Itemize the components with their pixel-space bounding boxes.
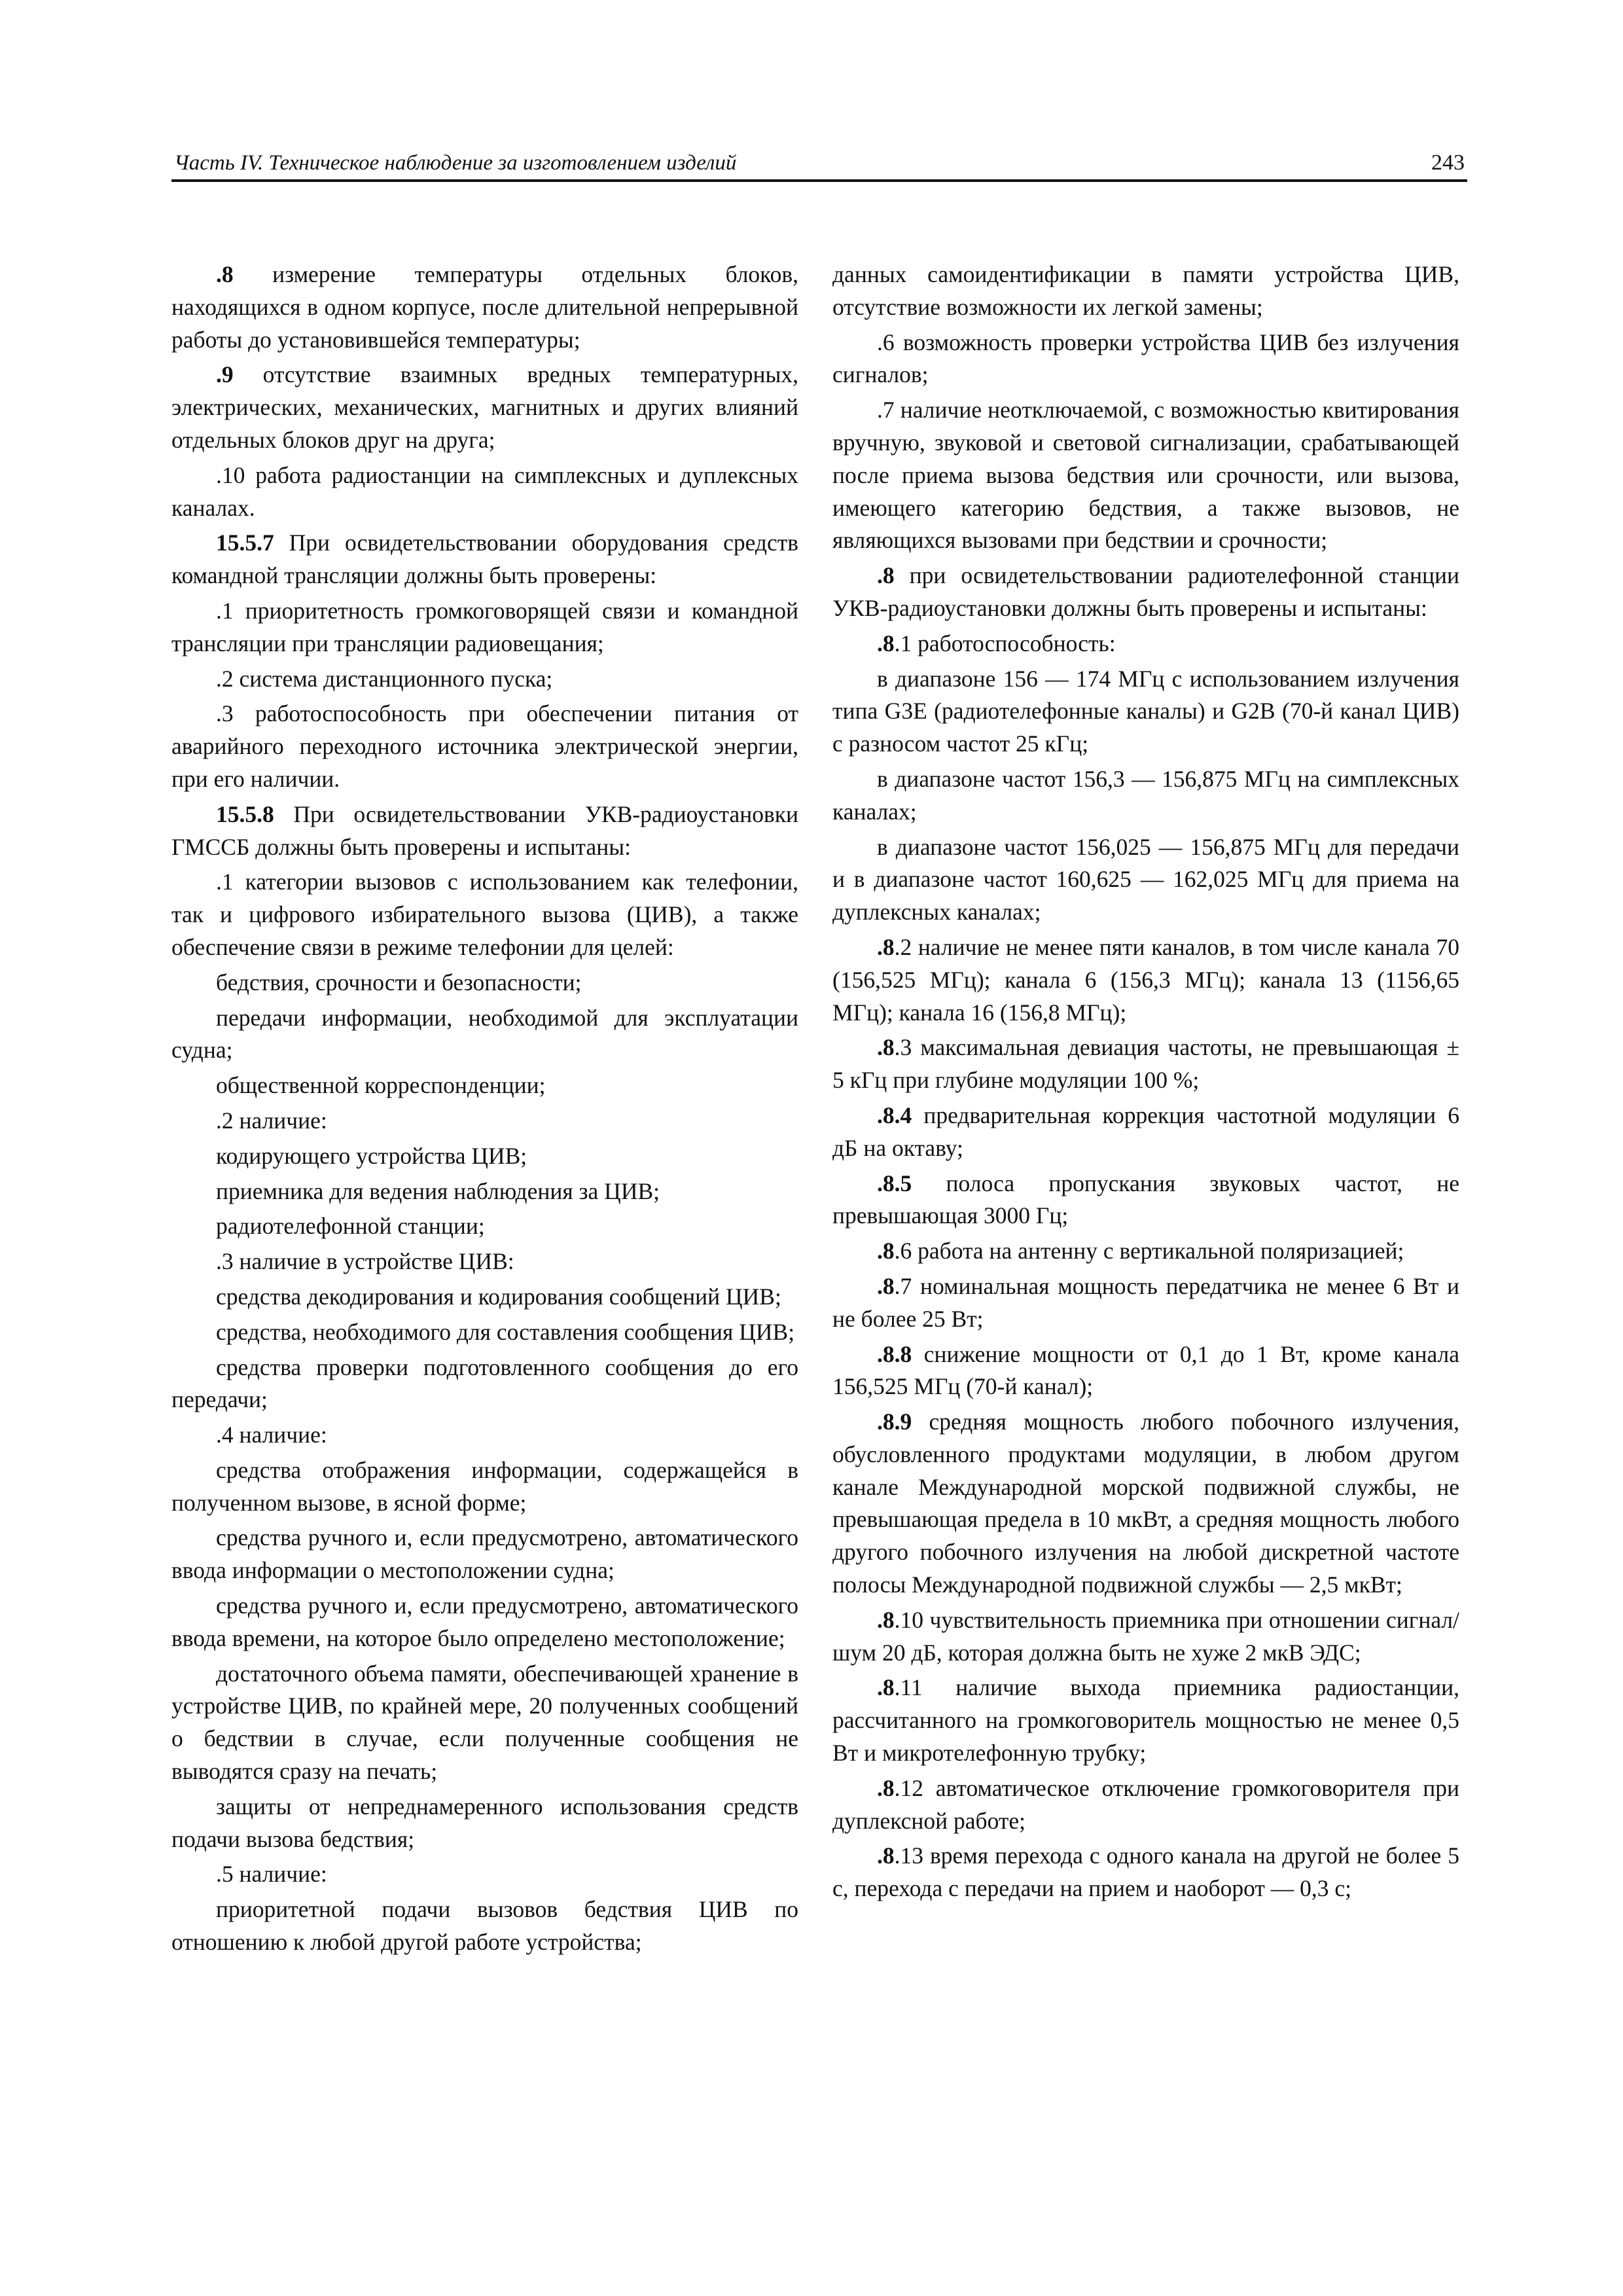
paragraph-text: .3 работоспособность при обеспечении питания от аварийного переходного источника электрической энергии, при его наличии.: [171, 700, 798, 792]
paragraph-text: .4 наличие:: [216, 1422, 327, 1448]
paragraph: [171, 527, 798, 592]
paragraph: [171, 967, 798, 999]
item-number: .8: [877, 1674, 895, 1701]
paragraph-text: .1 категории вызовов с использованием как телефонии, так и цифрового избирательного вызова (ЦИВ), а также обеспечение связи в режиме телефонии для целей:: [171, 869, 798, 960]
paragraph-text: средства, необходимого для составления сообщения ЦИВ;: [216, 1318, 795, 1345]
paragraph: [832, 560, 1459, 625]
item-number: .8.5: [877, 1170, 912, 1196]
paragraph-text: .2 наличие:: [216, 1107, 327, 1134]
paragraph: [171, 259, 798, 356]
paragraph-text: .10 работа радиостанции на симплексных и дуплексных каналах.: [171, 461, 798, 521]
item-number: .8: [877, 1238, 895, 1265]
paragraph-text: .2 наличие не менее пяти каналов, в том числе канала 70 (156,525 МГц); канала 6 (156,3 МГц); канала 13 (1156,65 МГц); канала 16 (156,8 МГц);: [832, 933, 1459, 1026]
item-number: .8: [877, 1272, 895, 1299]
paragraph-text: отсутствие взаимных вредных температурных, электрических, механических, магнитных и других влияний отдельных блоков друг на друга;: [171, 361, 798, 453]
paragraph: [832, 1270, 1459, 1336]
paragraph-text: приемника для ведения наблюдения за ЦИВ;: [216, 1177, 660, 1204]
paragraph: [832, 663, 1459, 761]
paragraph-text: общественной корреспонденции;: [216, 1072, 546, 1099]
paragraph: [832, 1338, 1459, 1404]
paragraph: [171, 1210, 798, 1243]
paragraph: [832, 1604, 1459, 1670]
paragraph-text: .7 наличие неотключаемой, с возможностью квитирования вручную, звуковой и световой сигнализации, срабатывающей после приема вызова бедствия или срочности, или вызова, имеющего категорию бедствия, а также вызовов, не являющихся вызовами при бедствии и срочности;: [832, 397, 1459, 554]
paragraph-text: достаточного объема памяти, обеспечивающей хранение в устройстве ЦИВ, по крайней мере, 20 полученных сообщений о бедствии в случае, если полученные сообщения не выводятся сразу на печать;: [171, 1660, 798, 1785]
paragraph: [832, 831, 1459, 929]
paragraph-text: .13 время перехода с одного канала на другой не более 5 с, перехода с передачи на прием и наоборот — 0,3 с;: [832, 1842, 1459, 1902]
paragraph-text: предварительная коррекция частотной модуляции 6 дБ на октаву;: [832, 1102, 1459, 1161]
paragraph-text: .7 номинальная мощность передатчика не менее 6 Вт и не более 25 Вт;: [832, 1272, 1459, 1332]
paragraph: [832, 1772, 1459, 1838]
paragraph-text: .1 приоритетность громкоговорящей связи и командной трансляции при трансляции радиовещания;: [171, 597, 798, 656]
paragraph: [171, 359, 798, 456]
paragraph: [171, 595, 798, 660]
paragraph: [171, 1454, 798, 1520]
item-number: .8: [877, 933, 895, 960]
item-number: 15.5.7: [216, 529, 274, 556]
right-column: [832, 259, 1459, 1908]
item-number: .8: [216, 261, 234, 287]
paragraph: [171, 663, 798, 696]
paragraph-text: кодирующего устройства ЦИВ;: [216, 1142, 527, 1169]
paragraph: [171, 1069, 798, 1102]
paragraph: [832, 1235, 1459, 1268]
paragraph-text: приоритетной подачи вызовов бедствия ЦИВ по отношению к любой другой работе устройства;: [171, 1896, 798, 1956]
paragraph: [832, 1100, 1459, 1165]
paragraph-text: полоса пропускания звуковых частот, не превышающая 3000 Гц;: [832, 1170, 1459, 1229]
paragraph: [832, 259, 1459, 324]
item-number: 15.5.8: [216, 800, 274, 827]
paragraph: [171, 1352, 798, 1417]
paragraph-text: передачи информации, необходимой для эксплуатации судна;: [171, 1004, 798, 1064]
running-header: [171, 145, 1467, 182]
paragraph-text: .11 наличие выхода приемника радиостанции, рассчитанного на громкоговоритель мощностью не менее 0,5 Вт и микротелефонную трубку;: [832, 1674, 1459, 1767]
page-number: 243: [1431, 151, 1465, 175]
paragraph: [171, 1175, 798, 1208]
paragraph: [832, 394, 1459, 557]
paragraph: [832, 1168, 1459, 1233]
paragraph-text: средняя мощность любого побочного излучения, обусловленного продуктами модуляции, в любом другом канале Международной морской подвижной службы, не превышающая предела в 10 мкВт, а средняя мощность любого другого побочного излучения на любой дискретной частоте полосы Международной подвижной службы — 2,5 мкВт;: [832, 1408, 1459, 1598]
paragraph: [171, 798, 798, 864]
paragraph-text: .1 работоспособность:: [894, 630, 1116, 656]
paragraph-text: средства декодирования и кодирования сообщений ЦИВ;: [216, 1283, 781, 1310]
paragraph: [171, 1791, 798, 1856]
item-number: .8: [877, 1606, 895, 1633]
paragraph: [832, 931, 1459, 1029]
paragraph-text: средства отображения информации, содержащейся в полученном вызове, в ясной форме;: [171, 1456, 798, 1516]
left-column: [171, 259, 798, 1962]
paragraph-text: средства проверки подготовленного сообщения до его передачи;: [171, 1354, 798, 1413]
paragraph-text: снижение мощности от 0,1 до 1 Вт, кроме канала 156,525 МГц (70-й канал);: [832, 1340, 1459, 1400]
paragraph: [171, 1281, 798, 1314]
paragraph-text: измерение температуры отдельных блоков, находящихся в одном корпусе, после длительной непрерывной работы до установившейся температуры;: [171, 261, 798, 353]
item-number: .8: [877, 1034, 895, 1061]
paragraph-text: .2 система дистанционного пуска;: [216, 665, 553, 692]
paragraph-text: бедствия, срочности и безопасности;: [216, 969, 582, 996]
paragraph-text: в диапазоне частот 156,3 — 156,875 МГц на симплексных каналах;: [832, 765, 1459, 825]
paragraph: [171, 1658, 798, 1788]
paragraph-text: .3 максимальная девиация частоты, не превышающая ± 5 кГц при глубине модуляции 100 %;: [832, 1034, 1459, 1094]
paragraph-text: в диапазоне частот 156,025 — 156,875 МГц для передачи и в диапазоне частот 160,625 — 162,025 МГц для приема на дуплексных каналах;: [832, 833, 1459, 925]
item-number: .8: [877, 630, 895, 656]
paragraph: [832, 1840, 1459, 1905]
paragraph: [171, 1419, 798, 1452]
paragraph: [832, 1406, 1459, 1602]
paragraph: [832, 1672, 1459, 1769]
paragraph-text: при освидетельствовании радиотелефонной станции УКВ-радиоустановки должны быть проверены и испытаны:: [832, 562, 1459, 621]
paragraph: [171, 698, 798, 795]
paragraph-text: При освидетельствовании УКВ-радиоустановки ГМССБ должны быть проверены и испытаны:: [171, 800, 798, 860]
paragraph: [832, 763, 1459, 829]
paragraph: [171, 1246, 798, 1278]
paragraph: [832, 628, 1459, 660]
item-number: .8: [877, 1774, 895, 1801]
item-number: .8: [877, 1842, 895, 1869]
paragraph: [171, 1858, 798, 1891]
paragraph: [171, 1105, 798, 1138]
paragraph: [171, 1002, 798, 1067]
paragraph: [171, 1316, 798, 1349]
paragraph-text: средства ручного и, если предусмотрено, автоматического ввода времени, на которое было определено местоположение;: [171, 1592, 798, 1651]
paragraph-text: .5 наличие:: [216, 1861, 327, 1888]
paragraph-text: .12 автоматическое отключение громкоговорителя при дуплексной работе;: [832, 1774, 1459, 1834]
paragraph-text: радиотелефонной станции;: [216, 1213, 485, 1240]
paragraph: [171, 1893, 798, 1959]
paragraph-text: защиты от непреднамеренного использования средств подачи вызова бедствия;: [171, 1793, 798, 1852]
paragraph: [171, 866, 798, 963]
paragraph-text: .3 наличие в устройстве ЦИВ:: [216, 1248, 514, 1275]
item-number: .8.4: [877, 1102, 912, 1128]
paragraph-text: .6 возможность проверки устройства ЦИВ без излучения сигналов;: [832, 329, 1459, 388]
paragraph-text: .10 чувствительность приемника при отношении сигнал/шум 20 дБ, которая должна быть не хуже 2 мкВ ЭДС;: [832, 1606, 1459, 1666]
paragraph: [832, 1031, 1459, 1097]
running-title: Часть IV. Техническое наблюдение за изготовлением изделий: [174, 151, 737, 175]
paragraph: [171, 1522, 798, 1587]
item-number: .9: [216, 361, 234, 388]
paragraph-text: данных самоидентификации в памяти устройства ЦИВ, отсутствие возможности их легкой замены;: [832, 261, 1459, 320]
paragraph-text: При освидетельствовании оборудования средств командной трансляции должны быть проверены:: [171, 529, 798, 589]
paragraph-text: в диапазоне 156 — 174 МГц с использованием излучения типа G3E (радиотелефонные каналы) и G2B (70-й канал ЦИВ) с разносом частот 25 кГц;: [832, 665, 1459, 757]
paragraph-text: .6 работа на антенну с вертикальной поляризацией;: [894, 1238, 1404, 1265]
paragraph-text: средства ручного и, если предусмотрено, автоматического ввода информации о местоположении судна;: [171, 1524, 798, 1584]
item-number: .8.9: [877, 1408, 912, 1435]
paragraph: [171, 1590, 798, 1655]
paragraph: [832, 327, 1459, 392]
item-number: .8: [877, 562, 895, 589]
item-number: .8.8: [877, 1340, 912, 1367]
paragraph: [171, 459, 798, 525]
paragraph: [171, 1140, 798, 1173]
